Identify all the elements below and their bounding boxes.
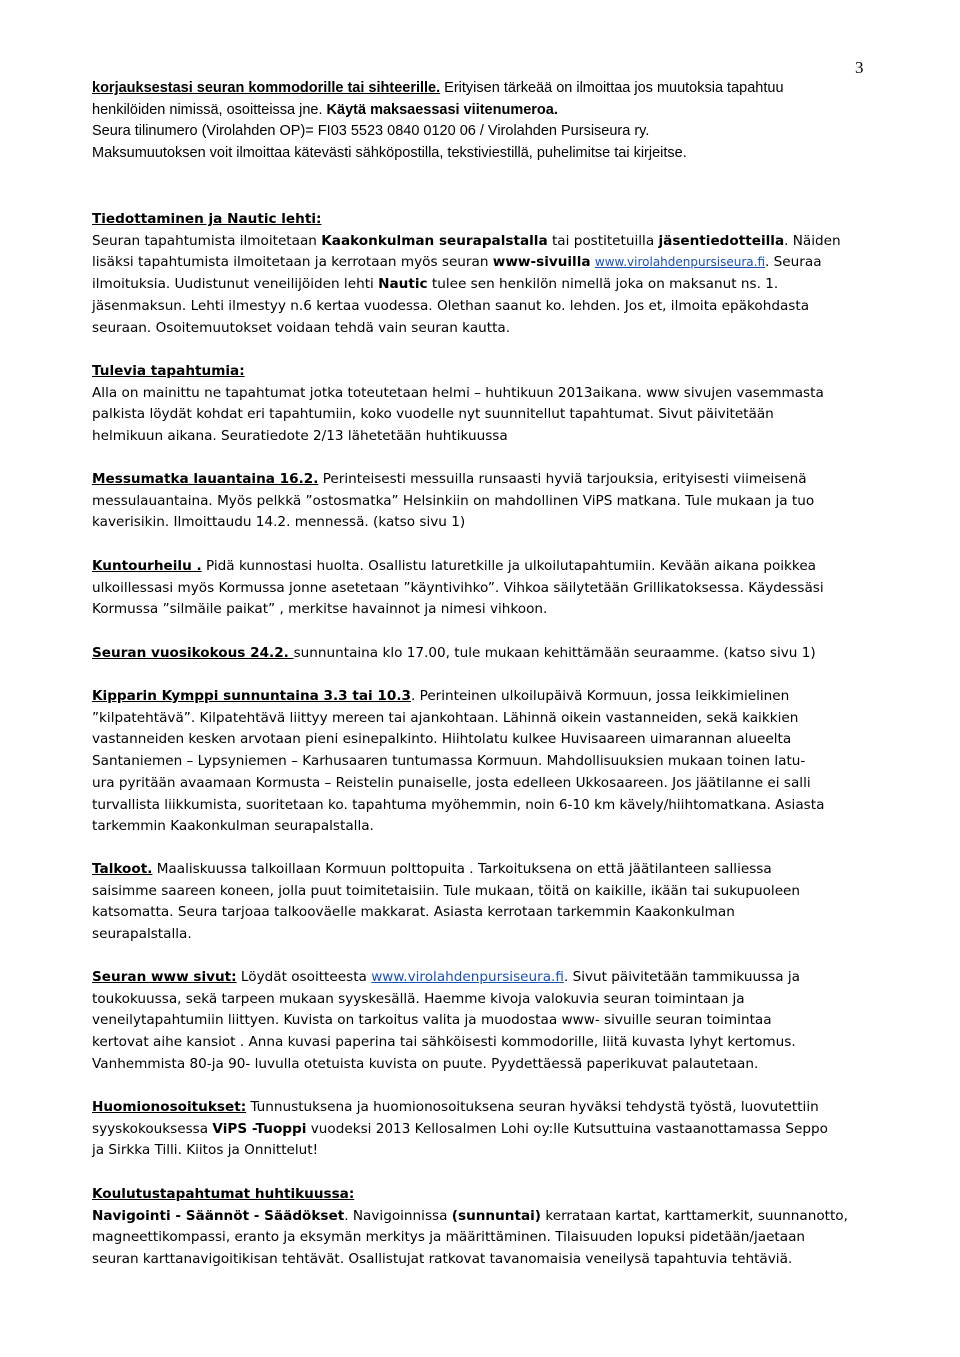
- paragraph-line: Alla on mainittu ne tapahtumat jotka toteutetaan helmi – huhtikuun 2013aikana. www sivujen vasemmasta: [92, 384, 824, 401]
- intro-line-2: henkilöiden nimissä, osoitteissa jne. Käytä maksaessasi viitenumeroa.: [92, 101, 558, 118]
- section-messumatka: [92, 469, 872, 534]
- paragraph-line: Kipparin Kymppi sunnuntaina 3.3 tai 10.3. Perinteinen ulkoilupäivä Kormuun, jossa leikkimielinen: [92, 688, 790, 704]
- paragraph-line: kertovat aihe kansiot . Anna kuvasi paperina tai sähköisesti kommodorille, liitä kuvasta lyhyt kertomus.: [92, 1034, 796, 1051]
- paragraph-line: seuran karttanavigoitikisan tehtävät. Osallistujat ratkovat tavanomaisia veneilysä tapahtuvia tehtäviä.: [92, 1251, 793, 1268]
- section-heading: Huomionosoitukset:: [92, 1099, 247, 1115]
- paragraph-line: vastanneiden kesken arvotaan pieni esinepalkinto. Hiihtolatu kulkee Huvisaareen uimarannan alueelta: [92, 731, 792, 748]
- paragraph-line: ulkoillessasi myös Kormussa jonne asetetaan ”käyntivihko”. Vihkoa säilytetään Grillikatoksessa. Käydessäsi: [92, 579, 824, 596]
- paragraph-line: seuraan. Osoitemuutokset voidaan tehdä vain seuran kautta.: [92, 319, 511, 336]
- intro-line-1: korjauksestasi seuran kommodorille tai sihteerille. Erityisen tärkeää on ilmoittaa jos muutoksia tapahtuu: [92, 80, 784, 96]
- paragraph-line: ja Sirkka Tilli. Kiitos ja Onnittelut!: [92, 1142, 319, 1159]
- section-heading: Seuran www sivut:: [92, 969, 237, 985]
- paragraph-line: lisäksi tapahtumista ilmoitetaan ja kerrotaan myös seuran www-sivuilla www.virolahdenpursiseura.fi. Seuraa: [92, 254, 822, 271]
- paragraph-line: messulauantaina. Myös pelkkä ”ostosmatka” Helsinkiin on mahdollinen ViPS matkana. Tule mukaan ja tuo: [92, 492, 815, 509]
- section-www-sivut: [92, 967, 872, 1076]
- section-heading: Koulutustapahtumat huhtikuussa:: [92, 1186, 355, 1202]
- paragraph-line: syyskokouksessa ViPS -Tuoppi vuodeksi 2013 Kellosalmen Lohi oy:lle Kutsuttuina vastaanottamassa Seppo: [92, 1120, 828, 1137]
- paragraph-line: toukokuussa, sekä tarpeen mukaan syyskesällä. Haemme kivoja valokuvia seuran toimintaan ja: [92, 990, 745, 1007]
- paragraph-line: palkista löydät kohdat eri tapahtumiin, koko vuodelle nyt suunnitellut tapahtumat. Sivut päivitetään: [92, 406, 774, 423]
- section-kuntourheilu: [92, 556, 872, 621]
- section-talkoot: [92, 859, 872, 946]
- paragraph-line: tarkemmin Kaakonkulman seurapalstalla.: [92, 818, 374, 835]
- membership-intro: [92, 78, 872, 165]
- website-link[interactable]: www.virolahdenpursiseura.fi: [594, 255, 766, 270]
- paragraph-line: ilmoituksia. Uudistunut veneilijöiden lehti Nautic tulee sen henkilön nimellä joka on maksanut ns. 1.: [92, 276, 779, 293]
- paragraph-line: Huomionosoitukset: Tunnustuksena ja huomionosoituksena seuran hyväksi tehdystä työstä, luovutettiin: [92, 1099, 819, 1115]
- paragraph-line: veneilytapahtumiin liittyen. Kuvista on tarkoitus valita ja muodostaa www- sivuille seuran toimintaa: [92, 1012, 772, 1029]
- section-heading: Tiedottaminen ja Nautic lehti:: [92, 211, 322, 227]
- paragraph-line: ura pyritään avaamaan Kormusta – Reistelin punaiselle, josta edelleen Ukkosaareen. Jos jäätilanne ei salli: [92, 774, 811, 791]
- account-number-line: Seura tilinumero (Virolahden OP)= FI03 5523 0840 0120 06 / Virolahden Pursiseura ry.: [92, 123, 650, 140]
- section-kipparin-kymppi: [92, 686, 872, 838]
- paragraph-line: Santaniemen – Lypsyniemen – Karhusaaren tuntumassa Kormuun. Mahdollisuuksien mukaan toinen latu-: [92, 753, 806, 770]
- section-tulevia: [92, 361, 872, 448]
- paragraph-line: Seuran tapahtumista ilmoitetaan Kaakonkulman seurapalstalla tai postitetuilla jäsentiedotteilla. Näiden: [92, 232, 841, 249]
- section-tiedottaminen: [92, 209, 872, 339]
- page-number: 3: [855, 58, 864, 77]
- section-heading: Kuntourheilu .: [92, 558, 202, 574]
- paragraph-line: jäsenmaksun. Lehti ilmestyy n.6 kertaa vuodessa. Olethan saanut ko. lehden. Jos et, ilmoita epäkohdasta: [92, 297, 810, 314]
- section-koulutustapahtumat: [92, 1184, 872, 1271]
- paragraph-line: seurapalstalla.: [92, 926, 192, 943]
- section-huomionosoitukset: [92, 1097, 872, 1162]
- paragraph-line: magneettikompassi, eranto ja eksymän merkitys ja määrittäminen. Tilaisuuden lopuksi pidetään/jaetaan: [92, 1229, 806, 1246]
- paragraph-line: Navigointi - Säännöt - Säädökset. Navigoinnissa (sunnuntai) kerrataan kartat, karttamerkit, suunnanotto,: [92, 1207, 848, 1224]
- section-heading: Seuran vuosikokous 24.2.: [92, 645, 294, 661]
- paragraph-line: kaverisikin. Ilmoittaudu 14.2. mennessä. (katso sivu 1): [92, 514, 466, 531]
- paragraph-line: Talkoot. Maaliskuussa talkoillaan Kormuun polttopuita . Tarkoituksena on että jäätilanteen salliessa: [92, 861, 772, 877]
- section-heading: Messumatka lauantaina 16.2.: [92, 471, 319, 487]
- paragraph-line: ”kilpatehtävä”. Kilpatehtävä liittyy mereen tai ajankohtaan. Lähinnä oikein vastanneiden, sekä kaikkien: [92, 709, 799, 726]
- section-heading: Tulevia tapahtumia:: [92, 363, 245, 379]
- paragraph-line: turvallista liikkumista, suoritetaan ko. tapahtuma myöhemmin, noin 6-10 km kävely/hiihtomatkana. Asiasta: [92, 796, 825, 813]
- intro-line-4: Maksumuutoksen voit ilmoittaa kätevästi sähköpostilla, tekstiviestillä, puhelimitse tai kirjeitse.: [92, 145, 687, 162]
- paragraph-line: Kuntourheilu . Pidä kunnostasi huolta. Osallistu laturetkille ja ulkoilutapahtumiin. Kevään aikana poikkea: [92, 558, 817, 574]
- paragraph-line: Vanhemmista 80-ja 90- luvulla otetuista kuvista on puute. Pyydettäessä paperikuvat palautetaan.: [92, 1055, 759, 1072]
- paragraph-line: Kormussa ”silmäile paikat” , merkitse havainnot ja nimesi vihkoon.: [92, 601, 548, 618]
- section-heading: Talkoot.: [92, 861, 153, 877]
- paragraph-line: katsomatta. Seura tarjoaa talkooväelle makkarat. Asiasta kerrotaan tarkemmin Kaakonkulman: [92, 904, 735, 921]
- paragraph-line: helmikuun aikana. Seuratiedote 2/13 lähetetään huhtikuussa: [92, 428, 508, 445]
- paragraph-line: Seuran www sivut: Löydät osoitteesta www.virolahdenpursiseura.fi. Sivut päivitetään tammikuussa ja: [92, 969, 801, 985]
- paragraph-line: Messumatka lauantaina 16.2. Perinteisesti messuilla runsaasti hyviä tarjouksia, erityisesti viimeisenä: [92, 471, 807, 487]
- section-heading: Kipparin Kymppi sunnuntaina 3.3 tai 10.3: [92, 688, 411, 704]
- website-link[interactable]: www.virolahdenpursiseura.fi: [371, 969, 564, 985]
- paragraph-line: saisimme saareen koneen, jolla puut toimitetaisiin. Tule mukaan, töitä on kaikille, ikään tai sukupuoleen: [92, 882, 801, 899]
- paragraph-line: Seuran vuosikokous 24.2. sunnuntaina klo 17.00, tule mukaan kehittämään seuraamme. (katso sivu 1): [92, 645, 816, 661]
- section-vuosikokous: [92, 643, 872, 665]
